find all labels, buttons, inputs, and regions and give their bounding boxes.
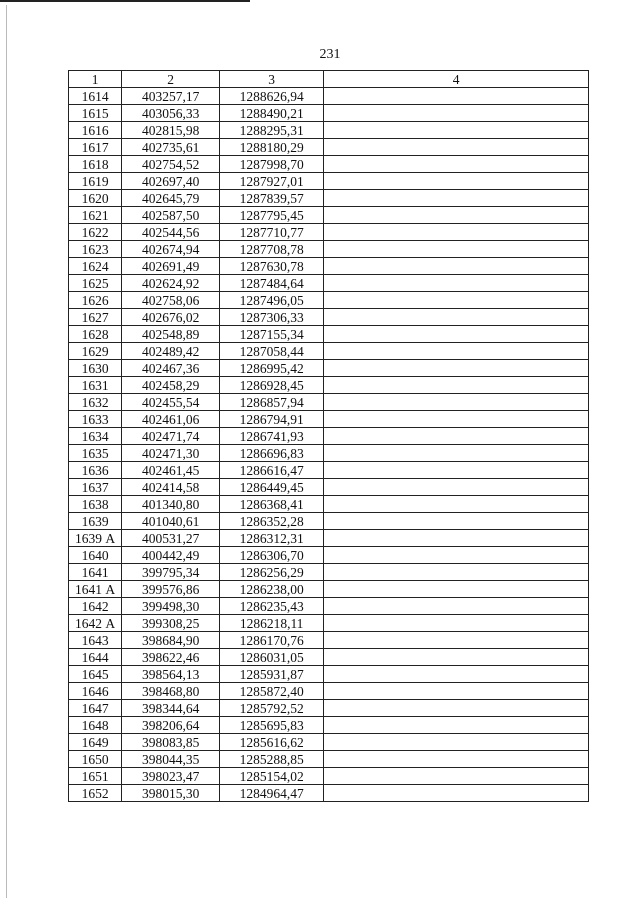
note-cell bbox=[324, 258, 589, 275]
point-number-cell: 1648 bbox=[69, 717, 122, 734]
x-coordinate-cell: 398015,30 bbox=[122, 785, 220, 802]
point-number-cell: 1652 bbox=[69, 785, 122, 802]
table-row bbox=[69, 734, 589, 751]
point-number-cell: 1642 bbox=[69, 598, 122, 615]
x-coordinate-cell: 402676,02 bbox=[122, 309, 220, 326]
x-coordinate-cell: 400442,49 bbox=[122, 547, 220, 564]
table-row bbox=[69, 258, 589, 275]
note-cell bbox=[324, 462, 589, 479]
x-coordinate-cell: 398044,35 bbox=[122, 751, 220, 768]
x-coordinate-cell: 402735,61 bbox=[122, 139, 220, 156]
y-coordinate-cell: 1286312,31 bbox=[220, 530, 324, 547]
table-row bbox=[69, 649, 589, 666]
note-cell bbox=[324, 598, 589, 615]
table-row bbox=[69, 105, 589, 122]
y-coordinate-cell: 1286696,83 bbox=[220, 445, 324, 462]
note-cell bbox=[324, 275, 589, 292]
note-cell bbox=[324, 734, 589, 751]
table-row bbox=[69, 190, 589, 207]
x-coordinate-cell: 403257,17 bbox=[122, 88, 220, 105]
table-row bbox=[69, 564, 589, 581]
x-coordinate-cell: 402624,92 bbox=[122, 275, 220, 292]
point-number-cell: 1625 bbox=[69, 275, 122, 292]
y-coordinate-cell: 1286031,05 bbox=[220, 649, 324, 666]
x-coordinate-cell: 399308,25 bbox=[122, 615, 220, 632]
x-coordinate-cell: 402758,06 bbox=[122, 292, 220, 309]
y-coordinate-cell: 1286170,76 bbox=[220, 632, 324, 649]
y-coordinate-cell: 1286741,93 bbox=[220, 428, 324, 445]
y-coordinate-cell: 1287484,64 bbox=[220, 275, 324, 292]
scan-edge-left bbox=[6, 5, 7, 898]
table-row bbox=[69, 224, 589, 241]
note-cell bbox=[324, 666, 589, 683]
table-row bbox=[69, 411, 589, 428]
point-number-cell: 1643 bbox=[69, 632, 122, 649]
x-coordinate-cell: 403056,33 bbox=[122, 105, 220, 122]
x-coordinate-cell: 399576,86 bbox=[122, 581, 220, 598]
table-row bbox=[69, 207, 589, 224]
point-number-cell: 1639 А bbox=[69, 530, 122, 547]
note-cell bbox=[324, 513, 589, 530]
point-number-cell: 1614 bbox=[69, 88, 122, 105]
table-row bbox=[69, 360, 589, 377]
table-row bbox=[69, 173, 589, 190]
table-row bbox=[69, 717, 589, 734]
table-row bbox=[69, 292, 589, 309]
note-cell bbox=[324, 207, 589, 224]
point-number-cell: 1641 bbox=[69, 564, 122, 581]
y-coordinate-cell: 1287998,70 bbox=[220, 156, 324, 173]
x-coordinate-cell: 402645,79 bbox=[122, 190, 220, 207]
y-coordinate-cell: 1288295,31 bbox=[220, 122, 324, 139]
y-coordinate-cell: 1286238,00 bbox=[220, 581, 324, 598]
x-coordinate-cell: 398023,47 bbox=[122, 768, 220, 785]
point-number-cell: 1630 bbox=[69, 360, 122, 377]
y-coordinate-cell: 1287927,01 bbox=[220, 173, 324, 190]
note-cell bbox=[324, 564, 589, 581]
y-coordinate-cell: 1285695,83 bbox=[220, 717, 324, 734]
x-coordinate-cell: 402471,30 bbox=[122, 445, 220, 462]
note-cell bbox=[324, 700, 589, 717]
note-cell bbox=[324, 360, 589, 377]
x-coordinate-cell: 402471,74 bbox=[122, 428, 220, 445]
point-number-cell: 1631 bbox=[69, 377, 122, 394]
y-coordinate-cell: 1288180,29 bbox=[220, 139, 324, 156]
note-cell bbox=[324, 768, 589, 785]
x-coordinate-cell: 402458,29 bbox=[122, 377, 220, 394]
table-row bbox=[69, 326, 589, 343]
x-coordinate-cell: 402754,52 bbox=[122, 156, 220, 173]
page-number: 231 bbox=[319, 47, 341, 62]
table-row bbox=[69, 700, 589, 717]
note-cell bbox=[324, 343, 589, 360]
note-cell bbox=[324, 751, 589, 768]
point-number-cell: 1650 bbox=[69, 751, 122, 768]
note-cell bbox=[324, 394, 589, 411]
x-coordinate-cell: 401040,61 bbox=[122, 513, 220, 530]
y-coordinate-cell: 1285288,85 bbox=[220, 751, 324, 768]
table-row bbox=[69, 275, 589, 292]
y-coordinate-cell: 1287058,44 bbox=[220, 343, 324, 360]
point-number-cell: 1642 А bbox=[69, 615, 122, 632]
y-coordinate-cell: 1286306,70 bbox=[220, 547, 324, 564]
note-cell bbox=[324, 139, 589, 156]
table-row bbox=[69, 513, 589, 530]
note-cell bbox=[324, 683, 589, 700]
table-row bbox=[69, 581, 589, 598]
table-row bbox=[69, 139, 589, 156]
point-number-cell: 1623 bbox=[69, 241, 122, 258]
note-cell bbox=[324, 496, 589, 513]
x-coordinate-cell: 400531,27 bbox=[122, 530, 220, 547]
point-number-cell: 1622 bbox=[69, 224, 122, 241]
y-coordinate-cell: 1287708,78 bbox=[220, 241, 324, 258]
point-number-cell: 1640 bbox=[69, 547, 122, 564]
table-row bbox=[69, 309, 589, 326]
x-coordinate-cell: 402455,54 bbox=[122, 394, 220, 411]
note-cell bbox=[324, 241, 589, 258]
y-coordinate-cell: 1286218,11 bbox=[220, 615, 324, 632]
y-coordinate-cell: 1288626,94 bbox=[220, 88, 324, 105]
y-coordinate-cell: 1285616,62 bbox=[220, 734, 324, 751]
note-cell bbox=[324, 156, 589, 173]
point-number-cell: 1627 bbox=[69, 309, 122, 326]
table-row bbox=[69, 428, 589, 445]
note-cell bbox=[324, 649, 589, 666]
point-number-cell: 1632 bbox=[69, 394, 122, 411]
point-number-cell: 1637 bbox=[69, 479, 122, 496]
note-cell bbox=[324, 717, 589, 734]
note-cell bbox=[324, 122, 589, 139]
y-coordinate-cell: 1286995,42 bbox=[220, 360, 324, 377]
point-number-cell: 1615 bbox=[69, 105, 122, 122]
note-cell bbox=[324, 105, 589, 122]
y-coordinate-cell: 1286368,41 bbox=[220, 496, 324, 513]
table-row bbox=[69, 343, 589, 360]
table-row bbox=[69, 768, 589, 785]
x-coordinate-cell: 399498,30 bbox=[122, 598, 220, 615]
x-coordinate-cell: 399795,34 bbox=[122, 564, 220, 581]
table-row bbox=[69, 530, 589, 547]
x-coordinate-cell: 402489,42 bbox=[122, 343, 220, 360]
point-number-cell: 1651 bbox=[69, 768, 122, 785]
table-row bbox=[69, 785, 589, 802]
point-number-cell: 1639 bbox=[69, 513, 122, 530]
note-cell bbox=[324, 530, 589, 547]
y-coordinate-cell: 1287496,05 bbox=[220, 292, 324, 309]
note-cell bbox=[324, 309, 589, 326]
point-number-cell: 1634 bbox=[69, 428, 122, 445]
coordinates-table bbox=[68, 70, 589, 802]
x-coordinate-cell: 402544,56 bbox=[122, 224, 220, 241]
y-coordinate-cell: 1288490,21 bbox=[220, 105, 324, 122]
point-number-cell: 1621 bbox=[69, 207, 122, 224]
point-number-cell: 1626 bbox=[69, 292, 122, 309]
note-cell bbox=[324, 479, 589, 496]
y-coordinate-cell: 1286235,43 bbox=[220, 598, 324, 615]
point-number-cell: 1646 bbox=[69, 683, 122, 700]
x-coordinate-cell: 402587,50 bbox=[122, 207, 220, 224]
y-coordinate-cell: 1287710,77 bbox=[220, 224, 324, 241]
y-coordinate-cell: 1286449,45 bbox=[220, 479, 324, 496]
y-coordinate-cell: 1287795,45 bbox=[220, 207, 324, 224]
column-header-4: 4 bbox=[324, 71, 589, 88]
note-cell bbox=[324, 190, 589, 207]
table-row bbox=[69, 445, 589, 462]
note-cell bbox=[324, 581, 589, 598]
point-number-cell: 1649 bbox=[69, 734, 122, 751]
y-coordinate-cell: 1287630,78 bbox=[220, 258, 324, 275]
x-coordinate-cell: 398344,64 bbox=[122, 700, 220, 717]
x-coordinate-cell: 398684,90 bbox=[122, 632, 220, 649]
x-coordinate-cell: 402691,49 bbox=[122, 258, 220, 275]
x-coordinate-cell: 398083,85 bbox=[122, 734, 220, 751]
x-coordinate-cell: 398564,13 bbox=[122, 666, 220, 683]
note-cell bbox=[324, 428, 589, 445]
x-coordinate-cell: 402815,98 bbox=[122, 122, 220, 139]
y-coordinate-cell: 1287306,33 bbox=[220, 309, 324, 326]
x-coordinate-cell: 398622,46 bbox=[122, 649, 220, 666]
point-number-cell: 1645 bbox=[69, 666, 122, 683]
note-cell bbox=[324, 615, 589, 632]
note-cell bbox=[324, 632, 589, 649]
note-cell bbox=[324, 173, 589, 190]
x-coordinate-cell: 398206,64 bbox=[122, 717, 220, 734]
x-coordinate-cell: 402548,89 bbox=[122, 326, 220, 343]
x-coordinate-cell: 402461,06 bbox=[122, 411, 220, 428]
x-coordinate-cell: 402467,36 bbox=[122, 360, 220, 377]
point-number-cell: 1616 bbox=[69, 122, 122, 139]
x-coordinate-cell: 402414,58 bbox=[122, 479, 220, 496]
scan-edge-top bbox=[0, 0, 250, 2]
table-row bbox=[69, 666, 589, 683]
note-cell bbox=[324, 377, 589, 394]
column-header-1: 1 bbox=[69, 71, 122, 88]
table-row bbox=[69, 496, 589, 513]
y-coordinate-cell: 1286928,45 bbox=[220, 377, 324, 394]
point-number-cell: 1641 А bbox=[69, 581, 122, 598]
table-row bbox=[69, 547, 589, 564]
table-row bbox=[69, 462, 589, 479]
column-header-2: 2 bbox=[122, 71, 220, 88]
table-row bbox=[69, 156, 589, 173]
point-number-cell: 1624 bbox=[69, 258, 122, 275]
point-number-cell: 1629 bbox=[69, 343, 122, 360]
point-number-cell: 1644 bbox=[69, 649, 122, 666]
point-number-cell: 1638 bbox=[69, 496, 122, 513]
y-coordinate-cell: 1286794,91 bbox=[220, 411, 324, 428]
column-header-3: 3 bbox=[220, 71, 324, 88]
x-coordinate-cell: 401340,80 bbox=[122, 496, 220, 513]
y-coordinate-cell: 1284964,47 bbox=[220, 785, 324, 802]
table-row bbox=[69, 632, 589, 649]
y-coordinate-cell: 1287839,57 bbox=[220, 190, 324, 207]
note-cell bbox=[324, 547, 589, 564]
y-coordinate-cell: 1285872,40 bbox=[220, 683, 324, 700]
point-number-cell: 1619 bbox=[69, 173, 122, 190]
table-row bbox=[69, 598, 589, 615]
point-number-cell: 1633 bbox=[69, 411, 122, 428]
table-row bbox=[69, 122, 589, 139]
table-row bbox=[69, 394, 589, 411]
y-coordinate-cell: 1285792,52 bbox=[220, 700, 324, 717]
table-row bbox=[69, 88, 589, 105]
y-coordinate-cell: 1286352,28 bbox=[220, 513, 324, 530]
note-cell bbox=[324, 88, 589, 105]
note-cell bbox=[324, 224, 589, 241]
y-coordinate-cell: 1285154,02 bbox=[220, 768, 324, 785]
point-number-cell: 1618 bbox=[69, 156, 122, 173]
point-number-cell: 1647 bbox=[69, 700, 122, 717]
table-row bbox=[69, 241, 589, 258]
y-coordinate-cell: 1285931,87 bbox=[220, 666, 324, 683]
y-coordinate-cell: 1286616,47 bbox=[220, 462, 324, 479]
x-coordinate-cell: 402697,40 bbox=[122, 173, 220, 190]
table-row bbox=[69, 615, 589, 632]
y-coordinate-cell: 1286256,29 bbox=[220, 564, 324, 581]
point-number-cell: 1620 bbox=[69, 190, 122, 207]
x-coordinate-cell: 402461,45 bbox=[122, 462, 220, 479]
point-number-cell: 1636 bbox=[69, 462, 122, 479]
y-coordinate-cell: 1287155,34 bbox=[220, 326, 324, 343]
point-number-cell: 1635 bbox=[69, 445, 122, 462]
note-cell bbox=[324, 326, 589, 343]
x-coordinate-cell: 398468,80 bbox=[122, 683, 220, 700]
table-row bbox=[69, 479, 589, 496]
table-row bbox=[69, 377, 589, 394]
table-header-row bbox=[69, 71, 589, 88]
table-row bbox=[69, 683, 589, 700]
note-cell bbox=[324, 411, 589, 428]
y-coordinate-cell: 1286857,94 bbox=[220, 394, 324, 411]
note-cell bbox=[324, 785, 589, 802]
note-cell bbox=[324, 292, 589, 309]
note-cell bbox=[324, 445, 589, 462]
table-body bbox=[69, 88, 589, 802]
point-number-cell: 1628 bbox=[69, 326, 122, 343]
point-number-cell: 1617 bbox=[69, 139, 122, 156]
table-row bbox=[69, 751, 589, 768]
x-coordinate-cell: 402674,94 bbox=[122, 241, 220, 258]
